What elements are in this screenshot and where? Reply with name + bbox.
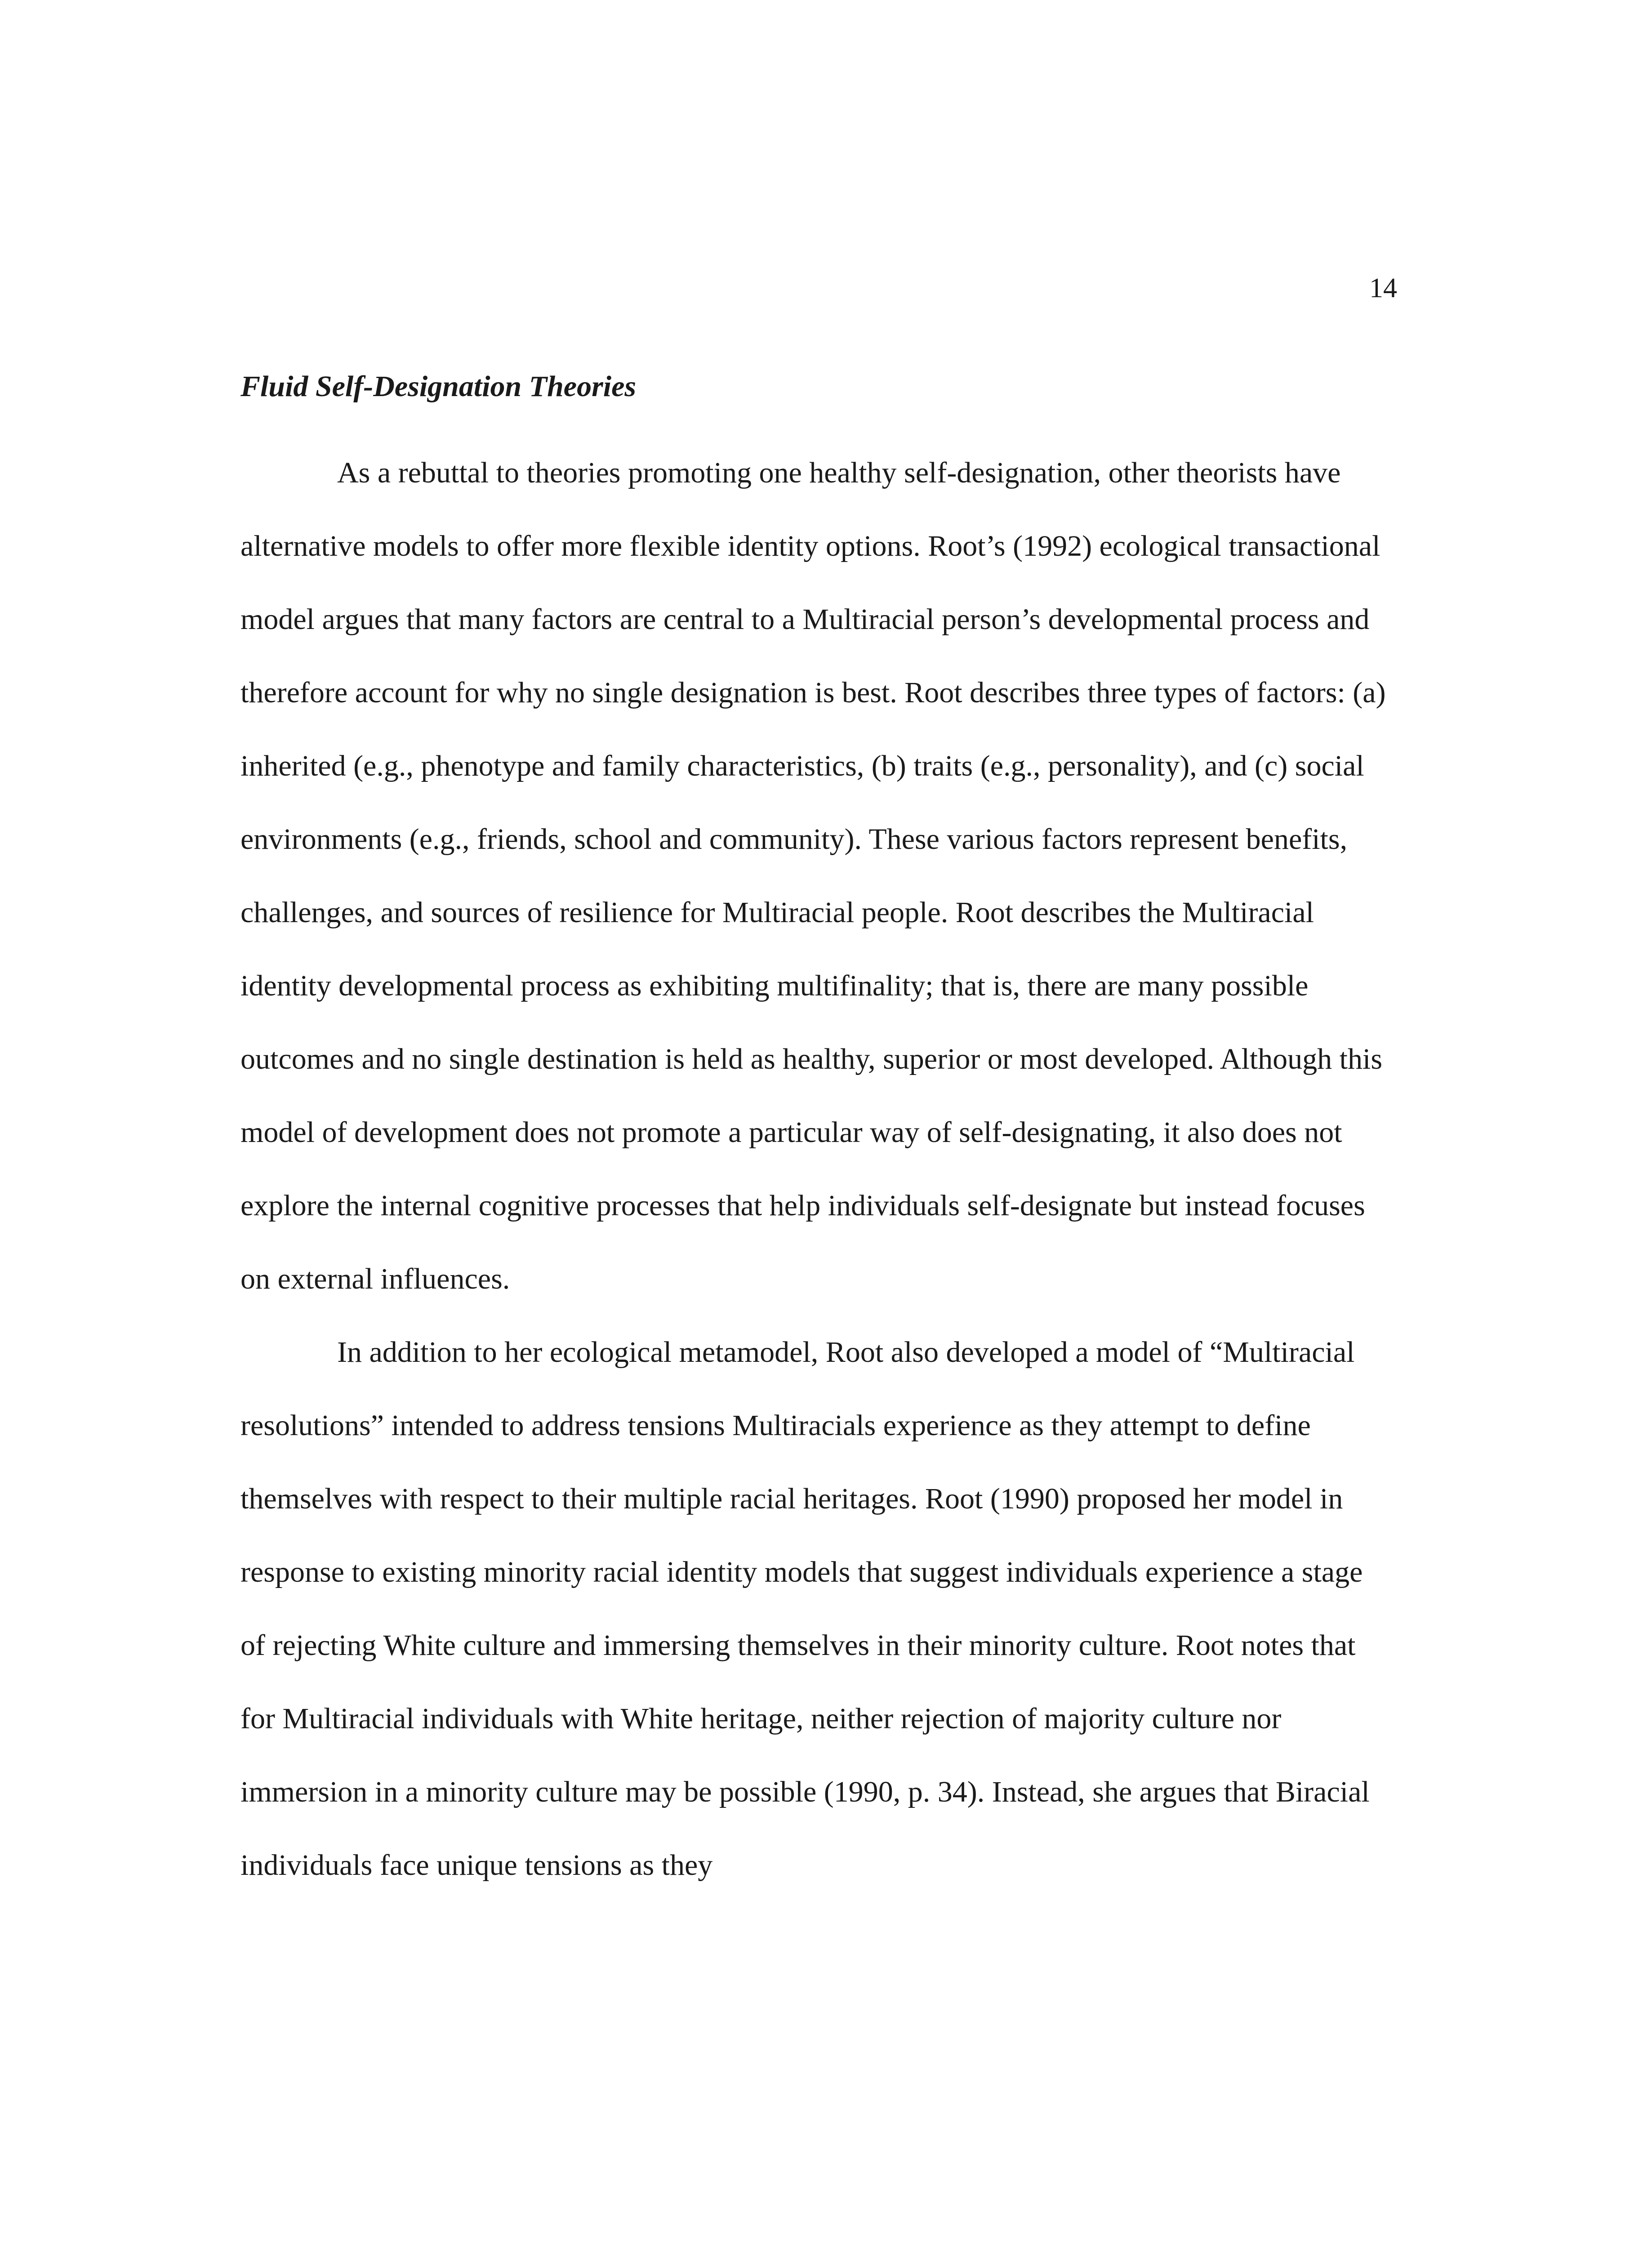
page-number: 14 [1369, 273, 1397, 303]
paragraph-multiracial-resolutions: In addition to her ecological metamodel, Root also developed a model of “Multiracial resolutions” intended to address tensions Multiracials experience as they attempt to define themselves with respect to their multiple racial heritages. Root (1990) proposed her model in response to existing minority racial identity models that suggest individuals experience a stage of rejecting White culture and immersing themselves in their minority culture. Root notes that for Multiracial individuals with White heritage, neither rejection of majority culture nor immersion in a minority culture may be possible (1990, p. 34). Instead, she argues that Biracial individuals face unique tensions as they [240, 1336, 1370, 1882]
document-body [240, 364, 1391, 1902]
paragraph-root-ecological-model: As a rebuttal to theories promoting one healthy self-designation, other theorists have alternative models to offer more flexible identity options. Root’s (1992) ecological transactional model argues that many factors are central to a Multiracial person’s developmental process and therefore account for why no single designation is best. Root describes three types of factors: (a) inherited (e.g., phenotype and family characteristics, (b) traits (e.g., personality), and (c) social environments (e.g., friends, school and community). These various factors represent benefits, challenges, and sources of resilience for Multiracial people. Root describes the Multiracial identity developmental process as exhibiting multifinality; that is, there are many possible outcomes and no single destination is held as healthy, superior or most developed. Although this model of development does not promote a particular way of self-designating, it also does not explore the internal cognitive processes that help individuals self-designate but instead focuses on external influences. [240, 456, 1386, 1295]
section-heading: Fluid Self-Designation Theories [240, 370, 637, 403]
